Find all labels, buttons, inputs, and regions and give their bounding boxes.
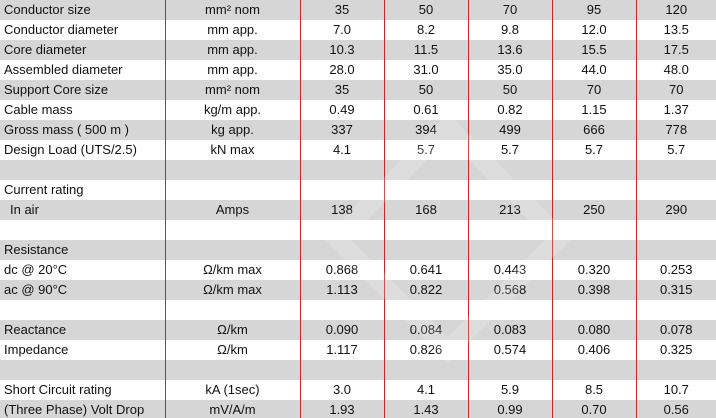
value-cell	[300, 220, 384, 240]
value-cell	[636, 240, 716, 260]
value-cell	[636, 160, 716, 180]
value-cell: 0.315	[636, 280, 716, 300]
value-cell: 0.320	[552, 260, 636, 280]
value-cell: 1.117	[300, 340, 384, 360]
value-cell: 5.7	[552, 140, 636, 160]
value-cell	[552, 240, 636, 260]
row-label: Conductor size	[0, 0, 165, 20]
value-cell: 337	[300, 120, 384, 140]
table-row	[0, 260, 716, 280]
value-cell	[468, 220, 552, 240]
row-label: Support Core size	[0, 80, 165, 100]
value-cell	[300, 240, 384, 260]
value-cell: 0.826	[384, 340, 468, 360]
value-cell: 31.0	[384, 60, 468, 80]
value-cell: 0.084	[384, 320, 468, 340]
value-cell: 213	[468, 200, 552, 220]
table-row	[0, 300, 716, 320]
value-cell: 0.49	[300, 100, 384, 120]
value-cell	[636, 180, 716, 200]
value-cell	[636, 360, 716, 380]
value-cell: 499	[468, 120, 552, 140]
table-row	[0, 120, 716, 140]
value-cell: 13.6	[468, 40, 552, 60]
value-cell: 12.0	[552, 20, 636, 40]
row-unit: kN max	[165, 140, 300, 160]
row-unit: Amps	[165, 200, 300, 220]
value-cell: 5.7	[384, 140, 468, 160]
value-cell: 778	[636, 120, 716, 140]
row-label: Assembled diameter	[0, 60, 165, 80]
row-label: In air	[0, 200, 165, 220]
row-unit	[165, 300, 300, 320]
row-label: Cable mass	[0, 100, 165, 120]
value-cell: 1.37	[636, 100, 716, 120]
table-row	[0, 380, 716, 400]
row-unit: kg app.	[165, 120, 300, 140]
value-cell: 1.93	[300, 400, 384, 418]
value-cell	[384, 300, 468, 320]
value-cell: 70	[636, 80, 716, 100]
value-cell: 0.080	[552, 320, 636, 340]
row-unit: mV/A/m	[165, 400, 300, 418]
value-cell: 0.568	[468, 280, 552, 300]
row-label: Short Circuit rating	[0, 380, 165, 400]
value-cell	[468, 360, 552, 380]
value-cell: 5.7	[636, 140, 716, 160]
value-cell: 0.083	[468, 320, 552, 340]
value-cell	[552, 220, 636, 240]
value-cell: 8.2	[384, 20, 468, 40]
value-cell	[300, 360, 384, 380]
value-cell: 50	[468, 80, 552, 100]
value-cell: 0.868	[300, 260, 384, 280]
value-cell: 0.398	[552, 280, 636, 300]
value-cell: 0.406	[552, 340, 636, 360]
value-cell: 13.5	[636, 20, 716, 40]
table-row	[0, 20, 716, 40]
value-cell	[384, 360, 468, 380]
value-cell: 5.7	[468, 140, 552, 160]
value-cell: 35	[300, 80, 384, 100]
row-unit: kg/m app.	[165, 100, 300, 120]
value-cell: 8.5	[552, 380, 636, 400]
row-unit	[165, 160, 300, 180]
value-cell: 7.0	[300, 20, 384, 40]
row-label: Resistance	[0, 240, 165, 260]
value-cell: 0.61	[384, 100, 468, 120]
value-cell: 0.641	[384, 260, 468, 280]
value-cell: 50	[384, 80, 468, 100]
table-row	[0, 280, 716, 300]
table-row	[0, 200, 716, 220]
value-cell: 17.5	[636, 40, 716, 60]
row-unit: mm² nom	[165, 80, 300, 100]
table-row	[0, 400, 716, 418]
row-label: Gross mass ( 500 m )	[0, 120, 165, 140]
table-row	[0, 40, 716, 60]
table-row	[0, 240, 716, 260]
value-cell	[552, 180, 636, 200]
value-cell: 0.82	[468, 100, 552, 120]
value-cell: 50	[384, 0, 468, 20]
value-cell: 4.1	[300, 140, 384, 160]
value-cell	[552, 160, 636, 180]
row-unit: Ω/km	[165, 340, 300, 360]
row-label: Core diameter	[0, 40, 165, 60]
value-cell	[384, 220, 468, 240]
value-cell: 10.3	[300, 40, 384, 60]
row-label	[0, 160, 165, 180]
value-cell	[468, 160, 552, 180]
row-label	[0, 220, 165, 240]
value-cell: 0.70	[552, 400, 636, 418]
value-cell: 28.0	[300, 60, 384, 80]
value-cell: 70	[468, 0, 552, 20]
value-cell: 394	[384, 120, 468, 140]
value-cell: 1.43	[384, 400, 468, 418]
value-cell	[552, 300, 636, 320]
table-row	[0, 340, 716, 360]
value-cell: 168	[384, 200, 468, 220]
value-cell	[636, 300, 716, 320]
value-cell: 0.99	[468, 400, 552, 418]
value-cell: 0.325	[636, 340, 716, 360]
value-cell: 0.822	[384, 280, 468, 300]
value-cell: 666	[552, 120, 636, 140]
row-unit	[165, 180, 300, 200]
row-unit: mm² nom	[165, 0, 300, 20]
table-row	[0, 320, 716, 340]
value-cell: 95	[552, 0, 636, 20]
table-row	[0, 60, 716, 80]
row-label	[0, 360, 165, 380]
value-cell: 1.15	[552, 100, 636, 120]
value-cell: 0.078	[636, 320, 716, 340]
row-label: ac @ 90°C	[0, 280, 165, 300]
value-cell	[468, 180, 552, 200]
value-cell: 290	[636, 200, 716, 220]
value-cell	[636, 220, 716, 240]
row-label: dc @ 20°C	[0, 260, 165, 280]
value-cell	[384, 160, 468, 180]
value-cell: 1.113	[300, 280, 384, 300]
value-cell: 44.0	[552, 60, 636, 80]
table-row	[0, 140, 716, 160]
row-unit: kA (1sec)	[165, 380, 300, 400]
value-cell: 5.9	[468, 380, 552, 400]
value-cell: 9.8	[468, 20, 552, 40]
value-cell: 11.5	[384, 40, 468, 60]
value-cell	[552, 360, 636, 380]
row-unit: mm app.	[165, 60, 300, 80]
row-label: Impedance	[0, 340, 165, 360]
table-row	[0, 180, 716, 200]
value-cell: 35.0	[468, 60, 552, 80]
row-unit: Ω/km max	[165, 280, 300, 300]
value-cell: 0.443	[468, 260, 552, 280]
table-row	[0, 360, 716, 380]
value-cell: 250	[552, 200, 636, 220]
table-row	[0, 0, 716, 20]
row-unit: mm app.	[165, 20, 300, 40]
value-cell: 10.7	[636, 380, 716, 400]
value-cell	[468, 300, 552, 320]
value-cell: 0.253	[636, 260, 716, 280]
row-label: Current rating	[0, 180, 165, 200]
value-cell: 48.0	[636, 60, 716, 80]
table-row	[0, 160, 716, 180]
value-cell: 0.574	[468, 340, 552, 360]
value-cell: 3.0	[300, 380, 384, 400]
table-row	[0, 80, 716, 100]
table-row	[0, 220, 716, 240]
value-cell: 120	[636, 0, 716, 20]
row-label: (Three Phase) Volt Drop	[0, 400, 165, 418]
value-cell: 0.090	[300, 320, 384, 340]
value-cell	[468, 240, 552, 260]
value-cell: 70	[552, 80, 636, 100]
value-cell: 138	[300, 200, 384, 220]
row-label	[0, 300, 165, 320]
value-cell: 35	[300, 0, 384, 20]
table-row	[0, 100, 716, 120]
row-unit: mm app.	[165, 40, 300, 60]
row-unit: Ω/km max	[165, 260, 300, 280]
value-cell	[384, 180, 468, 200]
row-unit	[165, 360, 300, 380]
row-label: Reactance	[0, 320, 165, 340]
value-cell: 0.56	[636, 400, 716, 418]
value-cell	[300, 180, 384, 200]
value-cell	[384, 240, 468, 260]
row-label: Design Load (UTS/2.5)	[0, 140, 165, 160]
row-unit: Ω/km	[165, 320, 300, 340]
value-cell	[300, 160, 384, 180]
row-unit	[165, 220, 300, 240]
value-cell: 15.5	[552, 40, 636, 60]
value-cell: 4.1	[384, 380, 468, 400]
row-unit	[165, 240, 300, 260]
row-label: Conductor diameter	[0, 20, 165, 40]
value-cell	[300, 300, 384, 320]
